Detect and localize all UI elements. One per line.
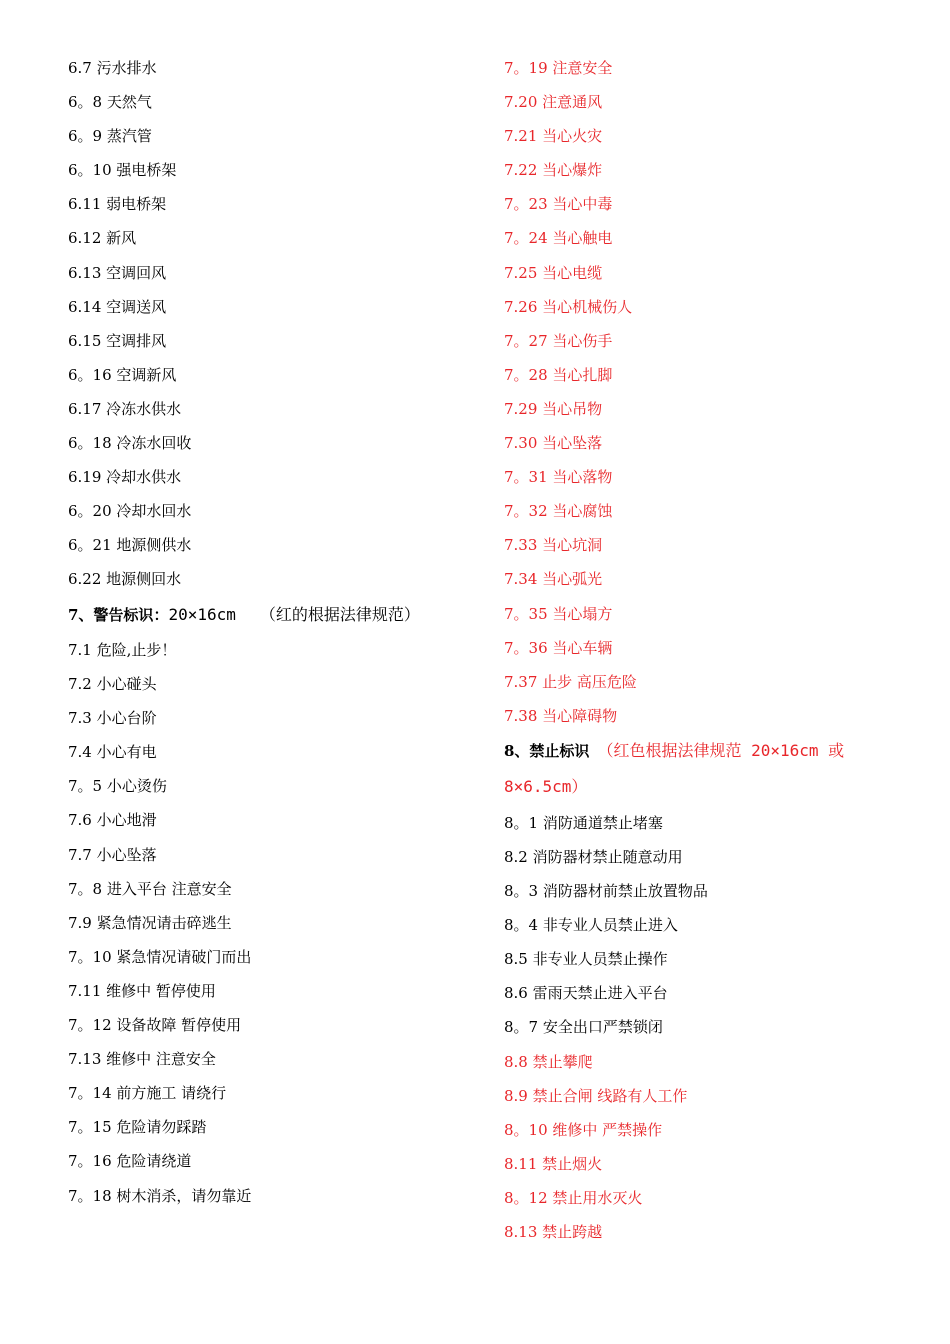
list-item: 6。21 地源侧供水 — [68, 536, 192, 555]
list-item: 7.33 当心坑洞 — [504, 536, 603, 555]
list-item: 6。16 空调新风 — [68, 365, 177, 384]
list-item: 7.21 当心火灾 — [504, 127, 603, 146]
section-heading-note: （红色根据法律规范 20×16cm 或 8×6.5cm） — [504, 740, 845, 797]
right-list-a — [504, 51, 904, 733]
list-item: 8。3 消防器材前禁止放置物品 — [504, 882, 708, 901]
list-item: 7。19 注意安全 — [504, 59, 613, 77]
section-heading-prohibition — [504, 733, 904, 806]
list-item: 8。1 消防通道禁止堵塞 — [504, 813, 663, 832]
list-item: 6。10 强电桥架 — [68, 161, 177, 180]
list-item: 8.11 禁止烟火 — [504, 1154, 603, 1173]
list-item: 6。9 蒸汽管 — [68, 127, 152, 146]
list-item: 7.22 当心爆炸 — [504, 161, 603, 180]
left-column — [68, 51, 468, 1213]
list-item: 7。5 小心烫伤 — [68, 777, 167, 796]
section-heading-title: 7、警告标识： — [68, 605, 169, 624]
right-list-c — [504, 1045, 904, 1250]
list-item: 6.19 冷却水供水 — [68, 468, 182, 487]
list-item: 7。14 前方施工 请绕行 — [68, 1084, 227, 1103]
list-item: 7。31 当心落物 — [504, 468, 613, 487]
list-item: 7。10 紧急情况请破门而出 — [68, 947, 252, 966]
right-list-b — [504, 806, 904, 1045]
list-item: 6.11 弱电桥架 — [68, 195, 167, 214]
list-item: 6。8 天然气 — [68, 93, 152, 112]
list-item: 8.5 非专业人员禁止操作 — [504, 950, 668, 969]
list-item: 8.2 消防器材禁止随意动用 — [504, 847, 683, 866]
list-item: 7.34 当心弧光 — [504, 570, 603, 589]
list-item: 8.6 雷雨天禁止进入平台 — [504, 984, 668, 1003]
section-heading-warning — [68, 597, 468, 634]
list-item: 6.22 地源侧回水 — [68, 570, 182, 589]
list-item: 7.11 维修中 暂停使用 — [68, 981, 216, 1000]
list-item: 7.4 小心有电 — [68, 743, 157, 762]
list-item: 7.37 止步 高压危险 — [504, 672, 637, 691]
list-item: 8.8 禁止攀爬 — [504, 1052, 593, 1071]
list-item: 7.7 小心坠落 — [68, 845, 157, 864]
list-item: 7.13 维修中 注意安全 — [68, 1050, 216, 1069]
list-item: 6。20 冷却水回水 — [68, 502, 192, 521]
list-item: 7。18 树木消杀，请勿靠近 — [68, 1186, 252, 1205]
list-item: 7。28 当心扎脚 — [504, 365, 613, 384]
list-item: 7.25 当心电缆 — [504, 263, 603, 282]
list-item: 7。8 进入平台 注意安全 — [68, 879, 232, 898]
list-item: 8。12 禁止用水灭火 — [504, 1188, 643, 1207]
list-item: 7.30 当心坠落 — [504, 434, 603, 453]
list-item: 6。18 冷冻水回收 — [68, 434, 192, 453]
list-item: 7。36 当心车辆 — [504, 638, 613, 657]
list-item: 7。27 当心伤手 — [504, 331, 613, 350]
list-item: 6.13 空调回风 — [68, 263, 167, 282]
list-item: 8。10 维修中 严禁操作 — [504, 1120, 663, 1139]
section-heading-note: 20×16cm （红的根据法律规范） — [168, 604, 420, 624]
list-item: 7.3 小心台阶 — [68, 709, 157, 728]
right-column — [504, 51, 904, 1249]
list-item: 6.12 新风 — [68, 229, 137, 248]
list-item: 8。7 安全出口严禁锁闭 — [504, 1018, 663, 1037]
list-item: 7。16 危险请绕道 — [68, 1152, 192, 1171]
left-list-a — [68, 51, 468, 597]
list-item: 8。4 非专业人员禁止进入 — [504, 916, 678, 935]
list-item: 7。35 当心塌方 — [504, 604, 613, 623]
list-item: 7。15 危险请勿踩踏 — [68, 1118, 207, 1137]
list-item: 7.20 注意通风 — [504, 93, 603, 112]
list-item: 7。24 当心触电 — [504, 229, 613, 248]
list-item: 6.15 空调排风 — [68, 331, 167, 350]
list-item: 8.9 禁止合闸 线路有人工作 — [504, 1086, 688, 1105]
list-item: 7。23 当心中毒 — [504, 195, 613, 214]
list-item: 7.6 小心地滑 — [68, 811, 157, 830]
list-item: 7.2 小心碰头 — [68, 675, 157, 694]
list-item: 8.13 禁止跨越 — [504, 1223, 603, 1241]
list-item: 6.14 空调送风 — [68, 297, 167, 316]
list-item: 6.7 污水排水 — [68, 59, 157, 77]
list-item: 7。12 设备故障 暂停使用 — [68, 1016, 242, 1035]
list-item: 7。32 当心腐蚀 — [504, 502, 613, 521]
list-item: 6.17 冷冻水供水 — [68, 399, 182, 418]
list-item: 7.26 当心机械伤人 — [504, 297, 633, 316]
list-item: 7.29 当心吊物 — [504, 399, 603, 418]
list-item: 7.38 当心障碍物 — [504, 706, 618, 725]
list-item: 7.9 紧急情况请击碎逃生 — [68, 913, 232, 932]
section-heading-title: 8、禁止标识 — [504, 741, 590, 760]
list-item: 7.1 危险,止步！ — [68, 641, 177, 659]
left-list-b — [68, 633, 468, 1213]
